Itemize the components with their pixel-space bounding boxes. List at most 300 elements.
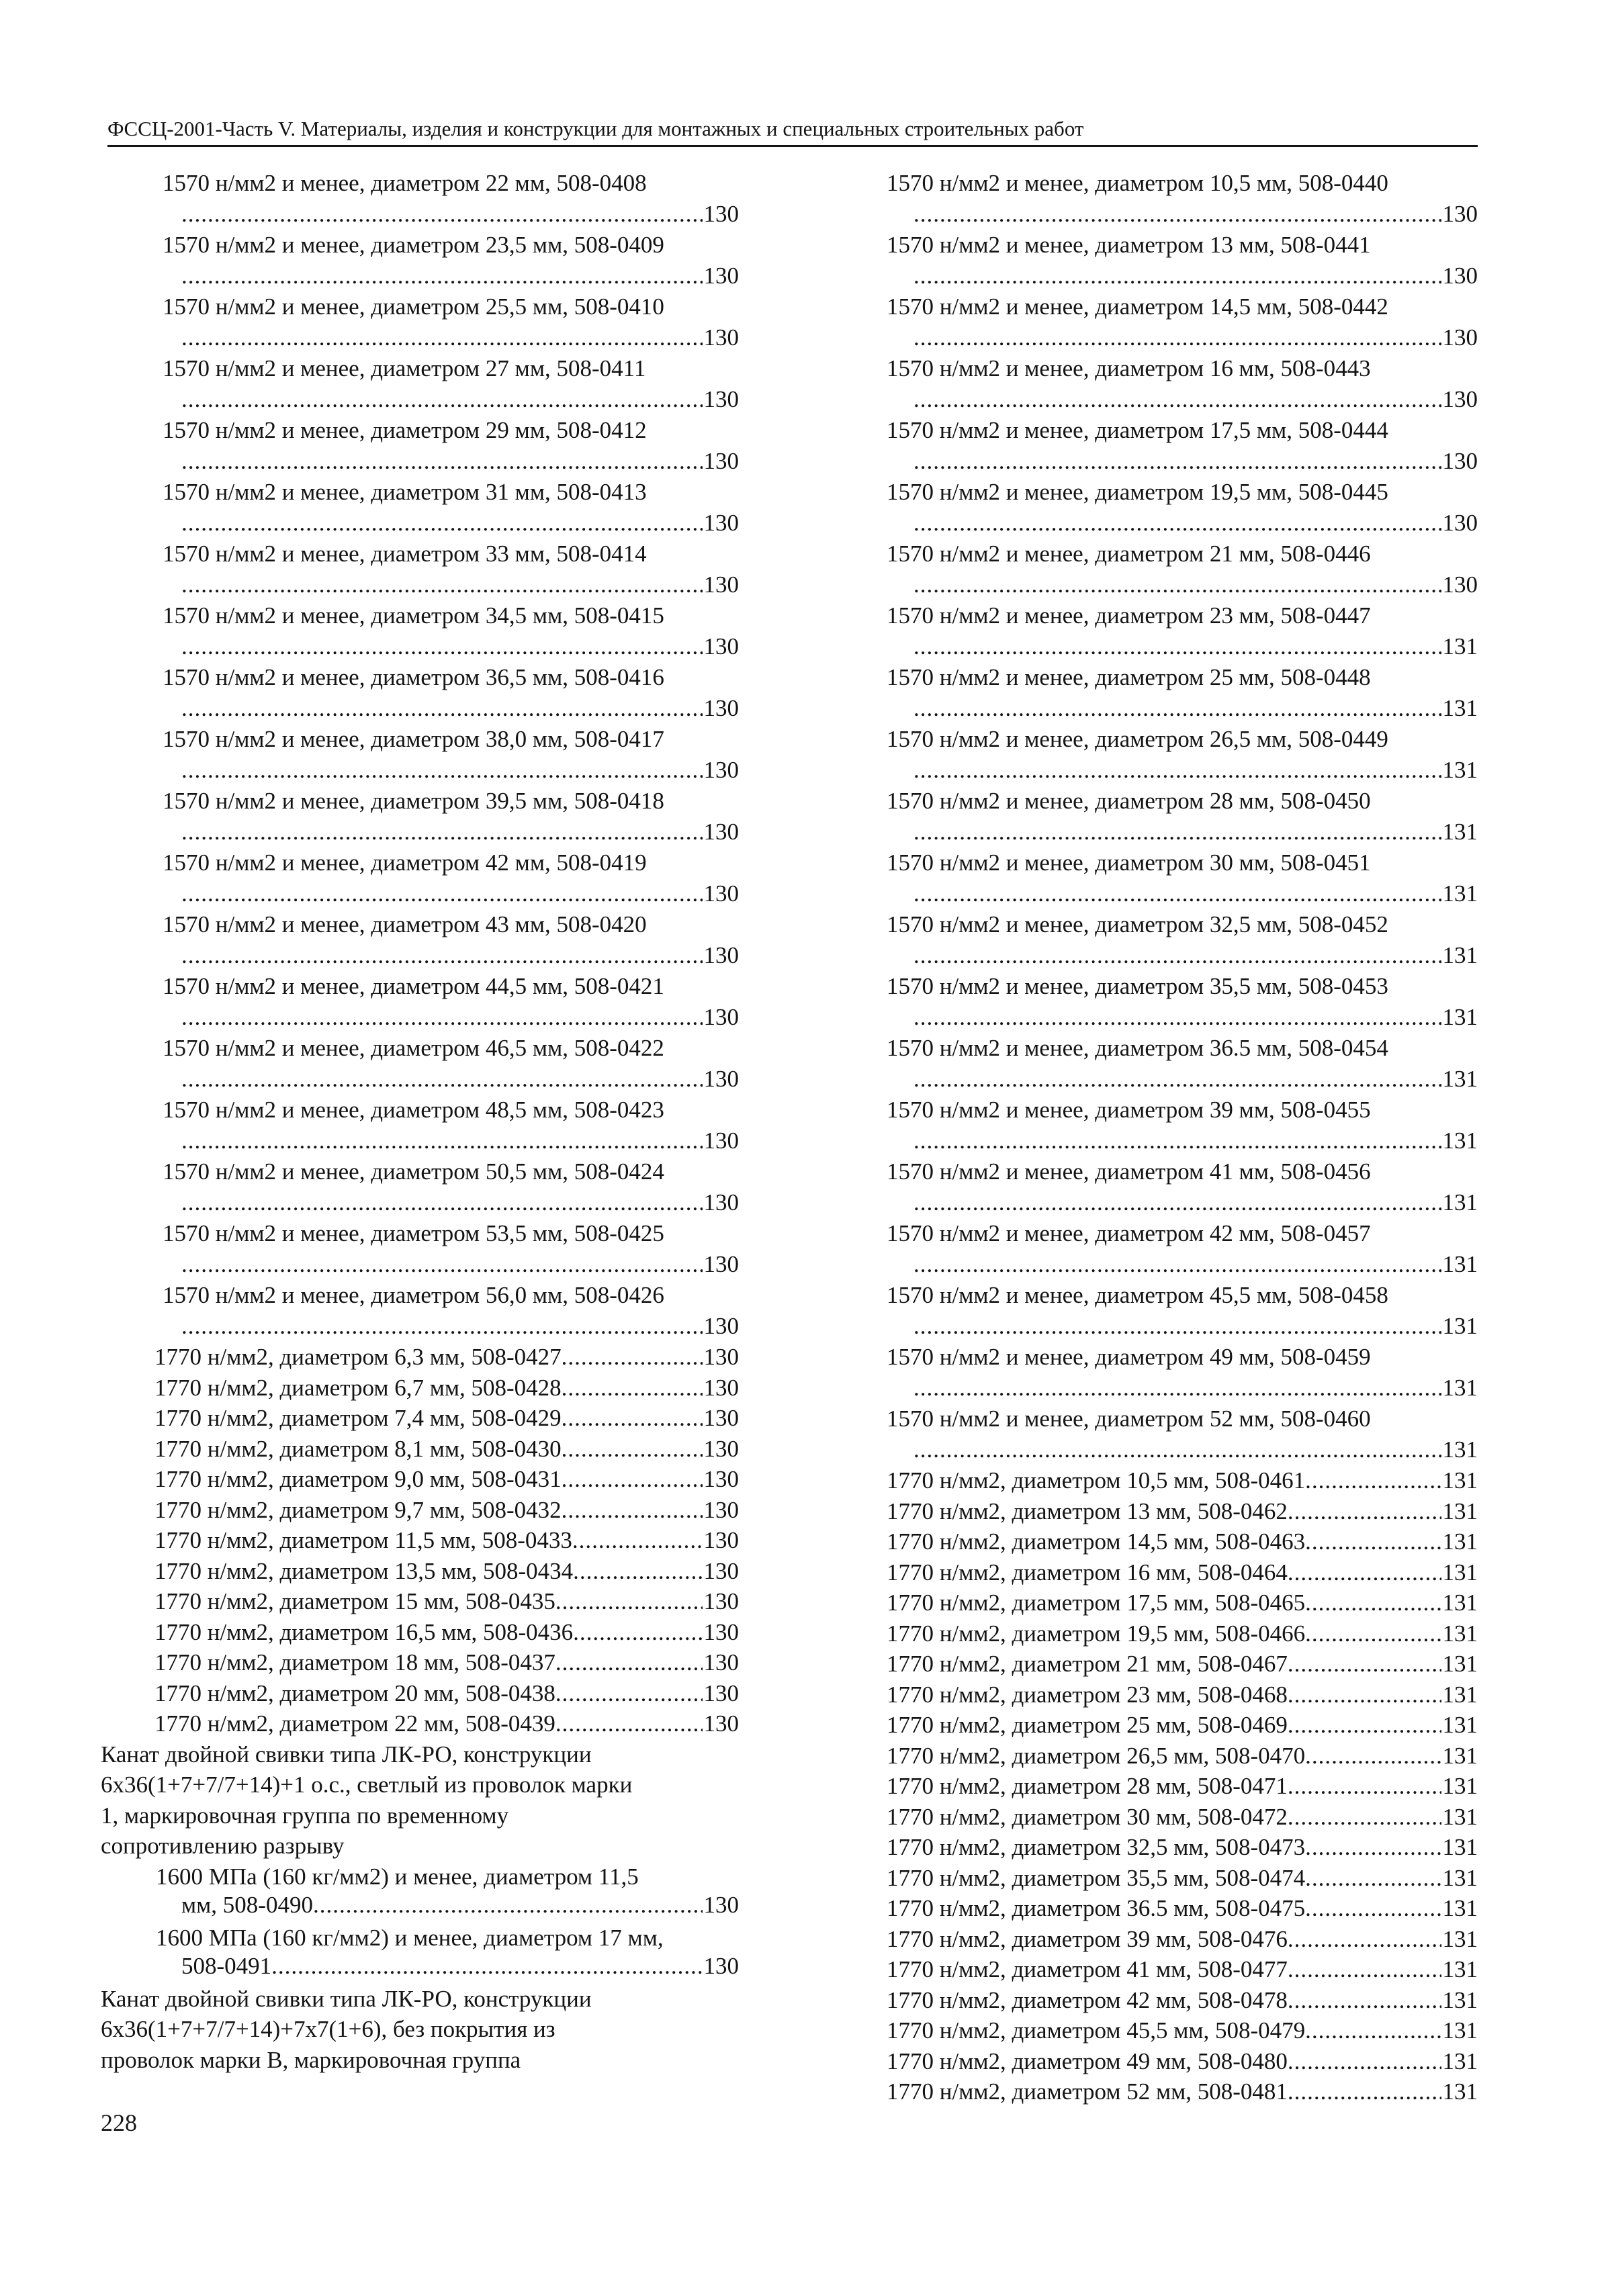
index-entry: [887, 662, 1478, 724]
page-number: 228: [101, 2109, 137, 2136]
page-ref: 130: [703, 880, 739, 907]
entry-leader-line: [887, 569, 1478, 600]
dot-leader: [1305, 1526, 1441, 1557]
entry-leader-line: [887, 1373, 1478, 1404]
index-entry: [101, 1556, 739, 1587]
page-ref: 131: [1442, 1313, 1478, 1339]
index-entry: [101, 1434, 739, 1465]
dot-leader: [913, 1002, 1441, 1033]
index-entry: [101, 662, 739, 724]
entry-text: 1570 н/мм2 и менее, диаметром 17,5 мм, 508-0444: [887, 417, 1388, 443]
dot-leader: [555, 1678, 703, 1709]
index-entry: [887, 847, 1478, 909]
entry-leader-line: [101, 755, 739, 786]
entry-text: 1570 н/мм2 и менее, диаметром 36.5 мм, 508-0454: [887, 1035, 1388, 1061]
entry-text: 1770 н/мм2, диаметром 20 мм, 508-0438: [154, 1680, 555, 1706]
index-entry: [101, 1280, 739, 1342]
dot-leader: [913, 1434, 1441, 1465]
entry-text: 1770 н/мм2, диаметром 9,0 мм, 508-0431: [154, 1466, 562, 1492]
page-ref: 130: [703, 201, 739, 227]
entry-text: 1570 н/мм2 и менее, диаметром 28 мм, 508-0450: [887, 788, 1371, 814]
dot-leader: [1288, 1985, 1441, 2016]
dot-leader: [181, 1187, 703, 1218]
index-entry: [887, 1557, 1478, 1588]
dot-leader: [1305, 1893, 1441, 1924]
index-entry: [887, 909, 1478, 971]
entry-leader-line: [887, 631, 1478, 662]
entry-leader-line: [887, 1434, 1478, 1465]
dot-leader: [913, 817, 1441, 847]
index-entry: [887, 1863, 1478, 1894]
index-entry: [101, 477, 739, 539]
index-entry: [101, 415, 739, 477]
index-entry: [887, 1924, 1478, 1955]
running-header: ФССЦ-2001-Часть V. Материалы, изделия и конструкции для монтажных и специальных строительных работ: [107, 116, 1478, 147]
index-entry: [101, 786, 739, 847]
index-entry: [887, 600, 1478, 662]
entry-leader-line: [887, 1064, 1478, 1095]
entry-text: 1770 н/мм2, диаметром 16 мм, 508-0464: [887, 1559, 1288, 1586]
page-ref: 131: [1442, 1956, 1478, 1982]
left-entries-1570: [101, 168, 739, 1342]
entry-leader-line: [101, 1311, 739, 1342]
dot-leader: [313, 1892, 703, 1923]
index-entry: [101, 1586, 739, 1617]
entry-leader-line: [887, 693, 1478, 724]
page-ref: 130: [703, 1066, 739, 1092]
page-ref: 131: [1442, 1590, 1478, 1616]
dot-leader: [181, 1002, 703, 1033]
dot-leader: [913, 1311, 1441, 1342]
entry-leader-line: [101, 1002, 739, 1033]
page-ref: 131: [1442, 2017, 1478, 2044]
entry-text: 1770 н/мм2, диаметром 30 мм, 508-0472: [887, 1803, 1288, 1830]
index-entry: [887, 477, 1478, 539]
entry-text: 1770 н/мм2, диаметром 6,7 мм, 508-0428: [154, 1374, 562, 1401]
page-ref: 131: [1442, 1436, 1478, 1463]
index-entry: [101, 353, 739, 415]
entry-text: 1570 н/мм2 и менее, диаметром 16 мм, 508-0443: [887, 355, 1371, 381]
index-entry: [101, 1862, 739, 1892]
index-entry: [887, 1095, 1478, 1156]
index-entry: [887, 1526, 1478, 1557]
entry-text: 1770 н/мм2, диаметром 18 мм, 508-0437: [154, 1649, 555, 1675]
entry-leader-line: [887, 755, 1478, 786]
entry-leader-line: [101, 693, 739, 724]
page-ref: 131: [1442, 1559, 1478, 1586]
section-heading-lk-ro-2: [101, 1984, 739, 2076]
entry-text: 1770 н/мм2, диаметром 49 мм, 508-0480: [887, 2048, 1288, 2074]
page-ref: 130: [703, 819, 739, 845]
index-entry: [887, 1954, 1478, 1985]
page-ref: 131: [1442, 1189, 1478, 1215]
entry-text: 1570 н/мм2 и менее, диаметром 34,5 мм, 508-0415: [163, 602, 664, 629]
entry-leader-line: [887, 446, 1478, 477]
index-entry: [887, 1404, 1478, 1465]
dot-leader: [562, 1373, 703, 1404]
index-entry: [887, 1280, 1478, 1342]
page-ref: 130: [703, 571, 739, 598]
page-ref: 130: [703, 633, 739, 659]
entry-text: 1570 н/мм2 и менее, диаметром 48,5 мм, 508-0423: [163, 1097, 664, 1123]
left-entries-1770: [101, 1342, 739, 1739]
index-entry: [887, 2076, 1478, 2107]
entry-leader-line: [887, 322, 1478, 353]
entry-text: 1570 н/мм2 и менее, диаметром 22 мм, 508-0408: [163, 170, 647, 196]
dot-leader: [1305, 2015, 1441, 2046]
left-column: [101, 168, 739, 2075]
page-ref: 130: [703, 1680, 739, 1706]
index-entry: [887, 786, 1478, 847]
entry-text: 1770 н/мм2, диаметром 36.5 мм, 508-0475: [887, 1895, 1306, 1921]
entry-text: 1570 н/мм2 и менее, диаметром 19,5 мм, 508-0445: [887, 479, 1388, 505]
page-ref: 131: [1442, 1925, 1478, 1952]
page-ref: 130: [1442, 386, 1478, 412]
entry-text: 1570 н/мм2 и менее, диаметром 53,5 мм, 508-0425: [163, 1220, 664, 1246]
page-ref: 130: [703, 1649, 739, 1675]
index-entry: [101, 724, 739, 786]
dot-leader: [1288, 1557, 1441, 1588]
dot-leader: [181, 693, 703, 724]
page-ref: 131: [1442, 1467, 1478, 1494]
dot-leader: [181, 817, 703, 847]
entry-text: 1570 н/мм2 и менее, диаметром 49 мм, 508-0459: [887, 1344, 1371, 1370]
dot-leader: [1288, 1710, 1441, 1741]
entry-text: 1600 МПа (160 кг/мм2) и менее, диаметром 17 мм,: [156, 1924, 664, 1951]
page-ref: 130: [703, 386, 739, 412]
entry-leader-line: [101, 1249, 739, 1280]
dot-leader: [913, 261, 1441, 291]
entry-leader-line: [887, 878, 1478, 909]
dot-leader: [913, 446, 1441, 477]
dot-leader: [913, 1126, 1441, 1156]
dot-leader: [562, 1464, 703, 1495]
page-ref: 131: [1442, 1375, 1478, 1401]
index-entry: [887, 230, 1478, 291]
page-ref: 130: [703, 1251, 739, 1277]
dot-leader: [1305, 1832, 1441, 1863]
heading-line: Канат двойной свивки типа ЛК-РО, конструкции: [101, 1741, 592, 1767]
entry-text: 1570 н/мм2 и менее, диаметром 42 мм, 508-0419: [163, 849, 647, 876]
entry-text: 1570 н/мм2 и менее, диаметром 46,5 мм, 508-0422: [163, 1035, 664, 1061]
dot-leader: [1305, 1588, 1441, 1618]
page-ref: 130: [703, 263, 739, 289]
entry-text: 1770 н/мм2, диаметром 16,5 мм, 508-0436: [154, 1618, 574, 1645]
index-entry: [887, 1465, 1478, 1496]
dot-leader: [181, 1126, 703, 1156]
entry-text: 1770 н/мм2, диаметром 23 мм, 508-0468: [887, 1681, 1288, 1708]
page-ref: 130: [703, 1557, 739, 1584]
heading-line: Канат двойной свивки типа ЛК-РО, конструкции: [101, 1985, 592, 2012]
heading-line: сопротивлению разрыву: [101, 1833, 345, 1859]
entry-text: 1770 н/мм2, диаметром 32,5 мм, 508-0473: [887, 1834, 1306, 1860]
entry-text: 1770 н/мм2, диаметром 17,5 мм, 508-0465: [887, 1590, 1306, 1616]
page-ref: 131: [1442, 880, 1478, 907]
index-entry: [101, 1495, 739, 1526]
index-entry: [887, 1618, 1478, 1649]
page-ref: 130: [1442, 510, 1478, 536]
page-ref: 131: [1442, 1251, 1478, 1277]
index-entry: [101, 291, 739, 353]
entry-text: 1770 н/мм2, диаметром 14,5 мм, 508-0463: [887, 1528, 1306, 1555]
dot-leader: [181, 569, 703, 600]
entry-leader-line: [887, 1249, 1478, 1280]
entry-text: 1570 н/мм2 и менее, диаметром 42 мм, 508-0457: [887, 1220, 1371, 1246]
heading-line: 6х36(1+7+7/7+14)+7х7(1+6), без покрытия из: [101, 2016, 555, 2042]
dot-leader: [181, 384, 703, 415]
index-entry: [101, 1647, 739, 1678]
entry-leader-line: [101, 508, 739, 539]
page-ref: 131: [1442, 819, 1478, 845]
index-entry: [101, 230, 739, 291]
page-ref: 131: [1442, 2048, 1478, 2074]
page-ref: 130: [703, 324, 739, 351]
index-entry: [101, 1218, 739, 1280]
index-entry: [887, 1985, 1478, 2016]
page-ref: 131: [1442, 1681, 1478, 1708]
dot-leader: [1288, 1954, 1441, 1985]
page-ref: 131: [1442, 2078, 1478, 2105]
dot-leader: [181, 1311, 703, 1342]
right-entries-1770: [887, 1465, 1478, 2107]
dot-leader: [562, 1403, 703, 1434]
dot-leader: [181, 878, 703, 909]
entry-leader-line: [101, 569, 739, 600]
entry-text: 1600 МПа (160 кг/мм2) и менее, диаметром 11,5: [156, 1863, 639, 1890]
entry-leader-line: [101, 817, 739, 847]
index-entry: [887, 1496, 1478, 1527]
page-ref: 131: [1442, 1498, 1478, 1524]
entry-text: 1570 н/мм2 и менее, диаметром 13 мм, 508-0441: [887, 232, 1371, 258]
index-entry: [887, 353, 1478, 415]
dot-leader: [913, 199, 1441, 230]
dot-leader: [181, 322, 703, 353]
dot-leader: [181, 446, 703, 477]
entry-text: 1570 н/мм2 и менее, диаметром 33 мм, 508-0414: [163, 541, 647, 567]
index-entry: [101, 909, 739, 971]
dot-leader: [181, 199, 703, 230]
dot-leader: [573, 1617, 702, 1648]
dot-leader: [913, 1064, 1441, 1095]
index-entry: [101, 847, 739, 909]
right-column: [887, 168, 1478, 2107]
dot-leader: [555, 1647, 703, 1678]
page-ref: 131: [1442, 1742, 1478, 1769]
index-entry: [887, 291, 1478, 353]
entry-text: 1770 н/мм2, диаметром 42 мм, 508-0478: [887, 1986, 1288, 2013]
entry-text: 1570 н/мм2 и менее, диаметром 10,5 мм, 508-0440: [887, 170, 1388, 196]
entry-text: 508-0491: [181, 1953, 272, 1979]
entry-text: 1570 н/мм2 и менее, диаметром 26,5 мм, 508-0449: [887, 726, 1388, 752]
page-ref: 130: [703, 1128, 739, 1154]
entry-text: 1570 н/мм2 и менее, диаметром 27 мм, 508-0411: [163, 355, 646, 381]
dot-leader: [181, 755, 703, 786]
dot-leader: [1288, 1802, 1441, 1833]
entry-text: 1770 н/мм2, диаметром 22 мм, 508-0439: [154, 1710, 555, 1737]
index-entry: [101, 1464, 739, 1495]
entry-leader-line: [887, 817, 1478, 847]
index-entry: [887, 1771, 1478, 1802]
entry-text: 1570 н/мм2 и менее, диаметром 29 мм, 508-0412: [163, 417, 647, 443]
entry-leader-line: [887, 1311, 1478, 1342]
page-ref: 130: [703, 1618, 739, 1645]
dot-leader: [572, 1525, 703, 1556]
index-entry: [887, 1218, 1478, 1280]
page-ref: 130: [703, 448, 739, 474]
entry-text: 1770 н/мм2, диаметром 28 мм, 508-0471: [887, 1773, 1288, 1799]
entry-text: 1770 н/мм2, диаметром 26,5 мм, 508-0470: [887, 1742, 1306, 1769]
entry-leader-line: [101, 1126, 739, 1156]
index-entry: [101, 1923, 739, 1954]
page-ref: 131: [1442, 1004, 1478, 1030]
page-ref: 131: [1442, 942, 1478, 968]
page-ref: 130: [703, 695, 739, 721]
entry-leader-line: [887, 508, 1478, 539]
page-ref: 131: [1442, 633, 1478, 659]
entry-text: 1770 н/мм2, диаметром 7,4 мм, 508-0429: [154, 1405, 562, 1431]
page-ref: 130: [1442, 571, 1478, 598]
entry-text: 1770 н/мм2, диаметром 25 мм, 508-0469: [887, 1712, 1288, 1738]
entry-text: 1570 н/мм2 и менее, диаметром 50,5 мм, 508-0424: [163, 1158, 664, 1185]
entry-text: 1570 н/мм2 и менее, диаметром 23,5 мм, 508-0409: [163, 232, 664, 258]
page-ref: 130: [703, 1466, 739, 1492]
index-entry: [887, 1342, 1478, 1404]
page-ref: 130: [703, 510, 739, 536]
index-entry: [887, 1802, 1478, 1833]
dot-leader: [555, 1708, 703, 1739]
page-ref: 130: [703, 1496, 739, 1523]
entry-leader-line: [887, 384, 1478, 415]
index-entry: [101, 1617, 739, 1648]
index-entry: [887, 2046, 1478, 2077]
dot-leader: [913, 1187, 1441, 1218]
index-entry: [101, 1095, 739, 1156]
entry-leader-line: [101, 1187, 739, 1218]
dot-leader: [913, 1373, 1441, 1404]
entry-leader-line: [101, 261, 739, 291]
entry-leader-line: [101, 446, 739, 477]
page-ref: 131: [1442, 1773, 1478, 1799]
page-ref: 130: [703, 1313, 739, 1339]
dot-leader: [913, 508, 1441, 539]
page-ref: 130: [703, 942, 739, 968]
heading-line: 6х36(1+7+7/7+14)+1 о.с., светлый из проволок марки: [101, 1772, 633, 1798]
dot-leader: [562, 1342, 703, 1373]
entry-text: 1570 н/мм2 и менее, диаметром 14,5 мм, 508-0442: [887, 293, 1388, 320]
index-entry: [101, 1678, 739, 1709]
entry-text: 1770 н/мм2, диаметром 6,3 мм, 508-0427: [154, 1344, 562, 1370]
entry-leader-line: [101, 199, 739, 230]
dot-leader: [181, 261, 703, 291]
page-ref: 131: [1442, 1651, 1478, 1677]
entry-text: 1570 н/мм2 и менее, диаметром 32,5 мм, 508-0452: [887, 911, 1388, 937]
entry-text: 1770 н/мм2, диаметром 21 мм, 508-0467: [887, 1651, 1288, 1677]
dot-leader: [562, 1434, 703, 1465]
page-ref: 130: [703, 1405, 739, 1431]
page-ref: 131: [1442, 1834, 1478, 1860]
right-entries-1570: [887, 168, 1478, 1465]
index-entry: [887, 1832, 1478, 1863]
entry-text: 1570 н/мм2 и менее, диаметром 23 мм, 508-0447: [887, 602, 1371, 629]
dot-leader: [913, 755, 1441, 786]
index-entry: [101, 1342, 739, 1373]
index-entry: [101, 539, 739, 600]
page-ref: 130: [703, 1344, 739, 1370]
entry-leader-line: [101, 878, 739, 909]
index-entry: [101, 1403, 739, 1434]
page-ref: 131: [1442, 1620, 1478, 1647]
entry-leader-line: [101, 1064, 739, 1095]
index-entry: [887, 168, 1478, 230]
dot-leader: [913, 693, 1441, 724]
index-entry: [887, 1893, 1478, 1924]
index-entry: [101, 1033, 739, 1095]
entry-text: 1570 н/мм2 и менее, диаметром 30 мм, 508-0451: [887, 849, 1371, 876]
dot-leader: [181, 631, 703, 662]
entry-text: 1570 н/мм2 и менее, диаметром 39,5 мм, 508-0418: [163, 788, 664, 814]
index-entry: [887, 415, 1478, 477]
dot-leader: [271, 1953, 702, 1984]
dot-leader: [1288, 2076, 1441, 2107]
entry-leader-line: [887, 199, 1478, 230]
dot-leader: [1288, 2046, 1441, 2077]
page-ref: 131: [1442, 1803, 1478, 1830]
entry-leader-line: [887, 261, 1478, 291]
dot-leader: [1305, 1863, 1441, 1894]
entry-leader-line: [101, 631, 739, 662]
page-ref: 131: [1442, 1128, 1478, 1154]
index-entry: [101, 1373, 739, 1404]
index-entry-continuation: [101, 1892, 739, 1923]
entry-text: 1770 н/мм2, диаметром 8,1 мм, 508-0430: [154, 1435, 562, 1462]
entry-text: 1770 н/мм2, диаметром 39 мм, 508-0476: [887, 1925, 1288, 1952]
entry-leader-line: [101, 322, 739, 353]
entry-text: 1570 н/мм2 и менее, диаметром 44,5 мм, 508-0421: [163, 973, 664, 999]
entry-leader-line: [887, 1126, 1478, 1156]
index-entry: [101, 1525, 739, 1556]
index-entry: [101, 1156, 739, 1218]
dot-leader: [913, 940, 1441, 971]
entry-text: 1770 н/мм2, диаметром 9,7 мм, 508-0432: [154, 1496, 562, 1523]
page-ref: 131: [1442, 1895, 1478, 1921]
index-entry: [887, 1156, 1478, 1218]
dot-leader: [913, 322, 1441, 353]
page-ref: 130: [1442, 324, 1478, 351]
entry-leader-line: [887, 940, 1478, 971]
entry-text: 1770 н/мм2, диаметром 13 мм, 508-0462: [887, 1498, 1288, 1524]
page-ref: 131: [1442, 1528, 1478, 1555]
index-entry: [887, 1680, 1478, 1710]
dot-leader: [1305, 1741, 1441, 1772]
page-ref: 131: [1442, 1864, 1478, 1891]
page-ref: 130: [703, 1953, 739, 1979]
entry-text: 1570 н/мм2 и менее, диаметром 38,0 мм, 508-0417: [163, 726, 664, 752]
entry-text: 1770 н/мм2, диаметром 19,5 мм, 508-0466: [887, 1620, 1306, 1647]
dot-leader: [913, 384, 1441, 415]
entry-text: 1570 н/мм2 и менее, диаметром 56,0 мм, 508-0426: [163, 1282, 664, 1308]
entry-text: 1570 н/мм2 и менее, диаметром 41 мм, 508-0456: [887, 1158, 1371, 1185]
page-ref: 131: [1442, 1712, 1478, 1738]
dot-leader: [913, 631, 1441, 662]
entry-text: 1570 н/мм2 и менее, диаметром 21 мм, 508-0446: [887, 541, 1371, 567]
entry-text: 1770 н/мм2, диаметром 35,5 мм, 508-0474: [887, 1864, 1306, 1891]
page-ref: 130: [703, 1374, 739, 1401]
entry-text: 1570 н/мм2 и менее, диаметром 39 мм, 508-0455: [887, 1097, 1371, 1123]
page-ref: 130: [703, 1435, 739, 1462]
entry-text: 1770 н/мм2, диаметром 15 мм, 508-0435: [154, 1588, 555, 1614]
entry-text: 1570 н/мм2 и менее, диаметром 35,5 мм, 508-0453: [887, 973, 1388, 999]
page-ref: 130: [703, 1710, 739, 1737]
